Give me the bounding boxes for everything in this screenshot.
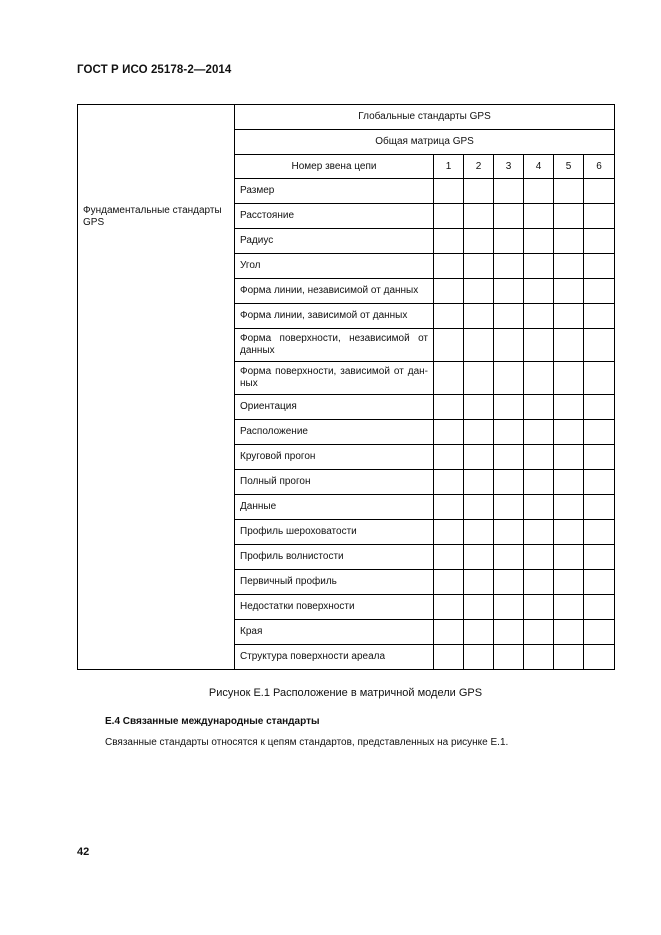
- matrix-cell: [584, 620, 615, 645]
- matrix-cell: [494, 229, 524, 254]
- matrix-cell: [584, 420, 615, 445]
- matrix-cell: [464, 645, 494, 670]
- matrix-cell: [464, 420, 494, 445]
- matrix-cell: [494, 570, 524, 595]
- feature-label: Расположение: [235, 420, 434, 445]
- feature-label: Полный прогон: [235, 470, 434, 495]
- matrix-cell: [524, 304, 554, 329]
- feature-label: Первичный профиль: [235, 570, 434, 595]
- matrix-cell: [554, 254, 584, 279]
- matrix-cell: [494, 495, 524, 520]
- matrix-cell: [524, 545, 554, 570]
- matrix-cell: [554, 495, 584, 520]
- matrix-cell: [434, 420, 464, 445]
- matrix-cell: [554, 395, 584, 420]
- matrix-cell: [524, 362, 554, 395]
- matrix-cell: [584, 254, 615, 279]
- matrix-cell: [584, 520, 615, 545]
- matrix-cell: [584, 204, 615, 229]
- matrix-cell: [464, 520, 494, 545]
- section-text: Связанные стандарты относятся к цепям стандартов, представленных на рисунке Е.1.: [105, 737, 509, 748]
- matrix-cell: [434, 545, 464, 570]
- matrix-cell: [524, 520, 554, 545]
- matrix-cell: [464, 620, 494, 645]
- matrix-cell: [434, 645, 464, 670]
- matrix-cell: [524, 254, 554, 279]
- matrix-cell: [434, 495, 464, 520]
- matrix-cell: [494, 445, 524, 470]
- feature-label: Размер: [235, 179, 434, 204]
- page-number: 42: [77, 846, 90, 858]
- matrix-cell: [494, 279, 524, 304]
- matrix-cell: [494, 620, 524, 645]
- feature-label: Профиль шероховатости: [235, 520, 434, 545]
- matrix-cell: [434, 179, 464, 204]
- matrix-cell: [554, 362, 584, 395]
- matrix-cell: [584, 304, 615, 329]
- feature-label: Структура поверхности ареала: [235, 645, 434, 670]
- feature-label: Ориентация: [235, 395, 434, 420]
- matrix-cell: [464, 179, 494, 204]
- matrix-cell: [464, 279, 494, 304]
- feature-label: Форма линии, зависимой от данных: [235, 304, 434, 329]
- matrix-cell: [494, 362, 524, 395]
- matrix-cell: [494, 420, 524, 445]
- matrix-cell: [464, 304, 494, 329]
- feature-label: Радиус: [235, 229, 434, 254]
- feature-label: Данные: [235, 495, 434, 520]
- feature-label: Профиль волнистости: [235, 545, 434, 570]
- feature-label: Расстояние: [235, 204, 434, 229]
- matrix-cell: [464, 204, 494, 229]
- matrix-cell: [494, 304, 524, 329]
- matrix-cell: [524, 395, 554, 420]
- matrix-cell: [524, 229, 554, 254]
- feature-label: Недостатки поверхности: [235, 595, 434, 620]
- matrix-cell: [434, 329, 464, 362]
- matrix-cell: [434, 204, 464, 229]
- matrix-cell: [584, 395, 615, 420]
- matrix-cell: [584, 470, 615, 495]
- matrix-cell: [464, 229, 494, 254]
- matrix-cell: [584, 279, 615, 304]
- matrix-cell: [554, 620, 584, 645]
- matrix-cell: [494, 595, 524, 620]
- matrix-cell: [464, 470, 494, 495]
- matrix-cell: [554, 420, 584, 445]
- feature-label: Форма линии, независимой от данных: [235, 279, 434, 304]
- matrix-cell: [464, 445, 494, 470]
- chain-number-1: 1: [434, 155, 464, 179]
- chain-number-5: 5: [554, 155, 584, 179]
- matrix-cell: [584, 329, 615, 362]
- matrix-cell: [524, 570, 554, 595]
- matrix-cell: [554, 329, 584, 362]
- matrix-cell: [524, 204, 554, 229]
- matrix-cell: [464, 362, 494, 395]
- matrix-cell: [554, 595, 584, 620]
- chain-number-label: Номер звена цепи: [235, 155, 434, 179]
- feature-label: Форма поверхности, независимой от данных: [235, 329, 434, 362]
- matrix-cell: [584, 570, 615, 595]
- matrix-cell: [554, 520, 584, 545]
- fundamental-standards-cell: Фундаментальные стандарты GPS: [78, 105, 235, 670]
- matrix-cell: [434, 520, 464, 545]
- matrix-cell: [554, 179, 584, 204]
- matrix-cell: [524, 329, 554, 362]
- matrix-cell: [524, 445, 554, 470]
- matrix-cell: [584, 445, 615, 470]
- matrix-cell: [464, 570, 494, 595]
- matrix-cell: [434, 254, 464, 279]
- matrix-cell: [434, 362, 464, 395]
- matrix-cell: [524, 620, 554, 645]
- matrix-cell: [434, 595, 464, 620]
- matrix-cell: [524, 179, 554, 204]
- matrix-cell: [434, 620, 464, 645]
- matrix-cell: [434, 395, 464, 420]
- matrix-cell: [494, 329, 524, 362]
- feature-label: Края: [235, 620, 434, 645]
- matrix-cell: [494, 545, 524, 570]
- matrix-cell: [584, 545, 615, 570]
- matrix-cell: [494, 520, 524, 545]
- feature-label: Круговой прогон: [235, 445, 434, 470]
- matrix-cell: [524, 595, 554, 620]
- matrix-cell: [494, 254, 524, 279]
- matrix-cell: [554, 570, 584, 595]
- section-title: Е.4 Связанные международные стандарты: [105, 716, 320, 727]
- global-standards-header: Глобальные стандарты GPS: [235, 105, 615, 130]
- matrix-cell: [584, 595, 615, 620]
- matrix-cell: [524, 495, 554, 520]
- matrix-cell: [584, 645, 615, 670]
- matrix-cell: [494, 179, 524, 204]
- chain-number-4: 4: [524, 155, 554, 179]
- general-matrix-header: Общая матрица GPS: [235, 130, 615, 155]
- figure-caption: Рисунок Е.1 Расположение в матричной модели GPS: [208, 687, 483, 699]
- matrix-cell: [554, 229, 584, 254]
- chain-number-6: 6: [584, 155, 615, 179]
- matrix-cell: [584, 179, 615, 204]
- matrix-cell: [434, 279, 464, 304]
- matrix-cell: [554, 304, 584, 329]
- matrix-cell: [584, 362, 615, 395]
- matrix-cell: [584, 495, 615, 520]
- matrix-cell: [464, 545, 494, 570]
- matrix-cell: [464, 595, 494, 620]
- gps-matrix-table: [77, 104, 615, 670]
- matrix-cell: [524, 279, 554, 304]
- matrix-cell: [494, 204, 524, 229]
- matrix-cell: [554, 445, 584, 470]
- matrix-cell: [554, 470, 584, 495]
- matrix-cell: [554, 545, 584, 570]
- matrix-cell: [434, 570, 464, 595]
- matrix-cell: [464, 254, 494, 279]
- matrix-cell: [434, 470, 464, 495]
- matrix-cell: [584, 229, 615, 254]
- matrix-cell: [554, 279, 584, 304]
- feature-label: Форма поверхности, зависимой от дан-ных: [235, 362, 434, 395]
- chain-number-2: 2: [464, 155, 494, 179]
- matrix-cell: [494, 395, 524, 420]
- matrix-cell: [554, 204, 584, 229]
- matrix-cell: [524, 645, 554, 670]
- matrix-cell: [434, 304, 464, 329]
- document-header: ГОСТ Р ИСО 25178-2—2014: [77, 64, 232, 76]
- matrix-cell: [464, 495, 494, 520]
- matrix-cell: [464, 329, 494, 362]
- chain-number-3: 3: [494, 155, 524, 179]
- matrix-cell: [524, 420, 554, 445]
- matrix-cell: [494, 645, 524, 670]
- matrix-cell: [464, 395, 494, 420]
- matrix-cell: [494, 470, 524, 495]
- matrix-cell: [434, 445, 464, 470]
- matrix-cell: [434, 229, 464, 254]
- matrix-cell: [554, 645, 584, 670]
- matrix-cell: [524, 470, 554, 495]
- feature-label: Угол: [235, 254, 434, 279]
